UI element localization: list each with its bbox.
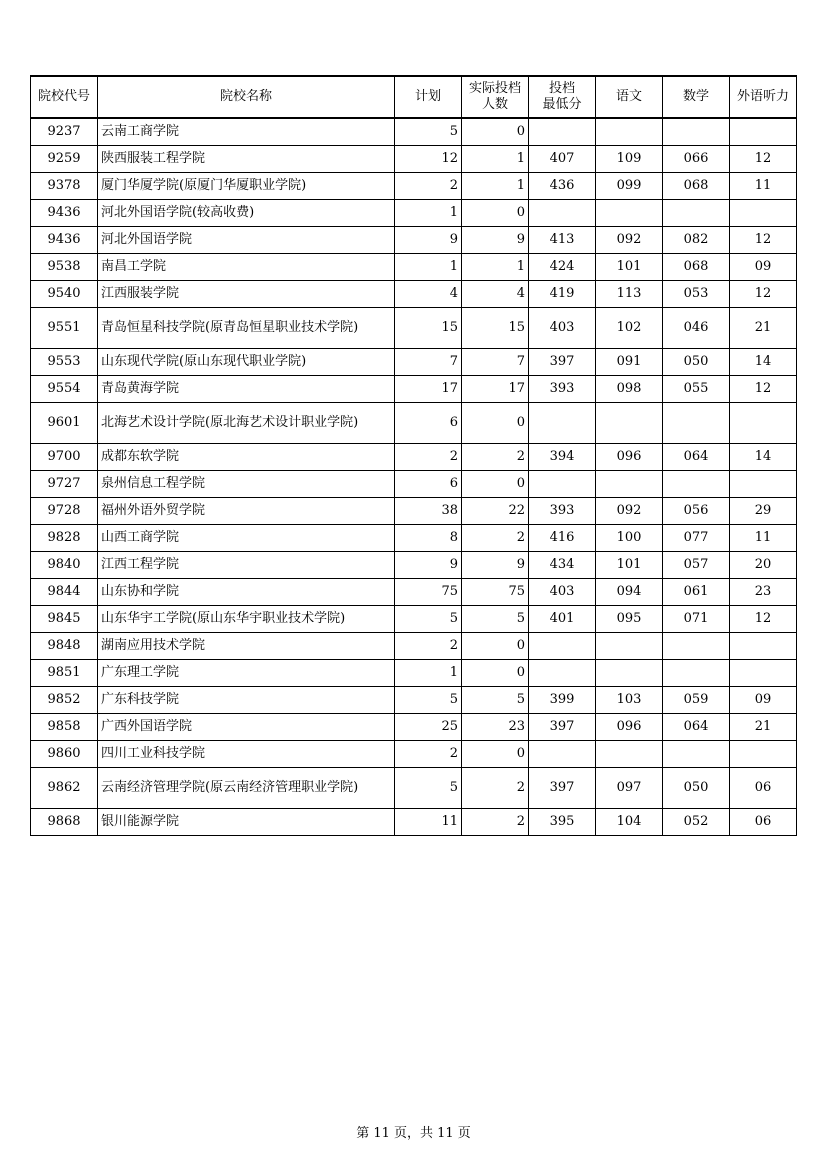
school-code-cell: 9860	[31, 740, 98, 767]
chinese-score-cell: 096	[596, 713, 663, 740]
chinese-score-cell: 113	[596, 280, 663, 307]
plan-cell: 6	[395, 470, 462, 497]
min-score-cell	[529, 740, 596, 767]
header-plan: 计划	[395, 76, 462, 118]
min-score-cell	[529, 402, 596, 443]
table-body	[31, 118, 797, 835]
listening-score-cell: 20	[730, 551, 797, 578]
actual-count-cell: 7	[462, 348, 529, 375]
actual-count-cell: 75	[462, 578, 529, 605]
table-row	[31, 307, 797, 348]
listening-score-cell: 23	[730, 578, 797, 605]
header-actual-line1: 实际投档	[468, 81, 521, 96]
min-score-cell	[529, 659, 596, 686]
table-row	[31, 226, 797, 253]
table-row	[31, 348, 797, 375]
math-score-cell: 055	[663, 375, 730, 402]
plan-cell: 5	[395, 118, 462, 145]
actual-count-cell: 5	[462, 686, 529, 713]
math-score-cell	[663, 118, 730, 145]
math-score-cell	[663, 659, 730, 686]
min-score-cell: 397	[529, 767, 596, 808]
min-score-cell: 399	[529, 686, 596, 713]
table-row	[31, 605, 797, 632]
school-name-cell: 河北外国语学院(较高收费)	[98, 199, 395, 226]
school-code-cell: 9840	[31, 551, 98, 578]
header-min-line2: 最低分	[542, 97, 582, 112]
math-score-cell: 053	[663, 280, 730, 307]
chinese-score-cell: 092	[596, 497, 663, 524]
chinese-score-cell: 098	[596, 375, 663, 402]
chinese-score-cell: 104	[596, 808, 663, 835]
school-code-cell: 9700	[31, 443, 98, 470]
actual-count-cell: 0	[462, 470, 529, 497]
school-code-cell: 9259	[31, 145, 98, 172]
plan-cell: 5	[395, 767, 462, 808]
min-score-cell: 424	[529, 253, 596, 280]
min-score-cell: 394	[529, 443, 596, 470]
math-score-cell: 068	[663, 253, 730, 280]
math-score-cell: 046	[663, 307, 730, 348]
chinese-score-cell	[596, 118, 663, 145]
table-row	[31, 767, 797, 808]
school-code-cell: 9551	[31, 307, 98, 348]
plan-cell: 2	[395, 632, 462, 659]
header-listening: 外语听力	[730, 76, 797, 118]
plan-cell: 6	[395, 402, 462, 443]
listening-score-cell: 12	[730, 280, 797, 307]
chinese-score-cell: 097	[596, 767, 663, 808]
plan-cell: 2	[395, 443, 462, 470]
listening-score-cell: 29	[730, 497, 797, 524]
actual-count-cell: 22	[462, 497, 529, 524]
school-name-cell: 河北外国语学院	[98, 226, 395, 253]
plan-cell: 9	[395, 226, 462, 253]
listening-score-cell: 12	[730, 226, 797, 253]
table-row	[31, 118, 797, 145]
school-name-cell: 泉州信息工程学院	[98, 470, 395, 497]
school-name-cell: 湖南应用技术学院	[98, 632, 395, 659]
min-score-cell: 407	[529, 145, 596, 172]
listening-score-cell	[730, 740, 797, 767]
listening-score-cell: 12	[730, 145, 797, 172]
plan-cell: 2	[395, 740, 462, 767]
listening-score-cell	[730, 199, 797, 226]
school-name-cell: 银川能源学院	[98, 808, 395, 835]
min-score-cell	[529, 632, 596, 659]
table-row	[31, 253, 797, 280]
min-score-cell: 416	[529, 524, 596, 551]
header-actual-line2: 人数	[481, 97, 508, 112]
plan-cell: 5	[395, 605, 462, 632]
listening-score-cell: 09	[730, 253, 797, 280]
school-name-cell: 四川工业科技学院	[98, 740, 395, 767]
min-score-cell: 393	[529, 497, 596, 524]
table-row	[31, 497, 797, 524]
min-score-cell: 436	[529, 172, 596, 199]
listening-score-cell	[730, 402, 797, 443]
table-row	[31, 199, 797, 226]
min-score-cell	[529, 118, 596, 145]
school-code-cell: 9845	[31, 605, 98, 632]
actual-count-cell: 1	[462, 145, 529, 172]
math-score-cell: 066	[663, 145, 730, 172]
table-row	[31, 443, 797, 470]
plan-cell: 1	[395, 253, 462, 280]
school-code-cell: 9728	[31, 497, 98, 524]
min-score-cell: 403	[529, 307, 596, 348]
listening-score-cell: 11	[730, 172, 797, 199]
header-chinese: 语文	[596, 76, 663, 118]
table-header-row	[31, 76, 797, 118]
school-name-cell: 江西服装学院	[98, 280, 395, 307]
school-name-cell: 山东协和学院	[98, 578, 395, 605]
school-name-cell: 广东科技学院	[98, 686, 395, 713]
actual-count-cell: 2	[462, 767, 529, 808]
header-actual-count	[462, 76, 529, 118]
chinese-score-cell	[596, 740, 663, 767]
header-min-line1: 投档	[548, 81, 575, 96]
chinese-score-cell: 101	[596, 551, 663, 578]
school-code-cell: 9844	[31, 578, 98, 605]
chinese-score-cell	[596, 402, 663, 443]
actual-count-cell: 0	[462, 659, 529, 686]
table-row	[31, 686, 797, 713]
min-score-cell: 434	[529, 551, 596, 578]
actual-count-cell: 4	[462, 280, 529, 307]
chinese-score-cell: 101	[596, 253, 663, 280]
math-score-cell: 064	[663, 713, 730, 740]
table-row	[31, 402, 797, 443]
min-score-cell: 403	[529, 578, 596, 605]
math-score-cell: 057	[663, 551, 730, 578]
actual-count-cell: 5	[462, 605, 529, 632]
chinese-score-cell: 102	[596, 307, 663, 348]
table-row	[31, 551, 797, 578]
school-name-cell: 南昌工学院	[98, 253, 395, 280]
school-name-cell: 厦门华厦学院(原厦门华厦职业学院)	[98, 172, 395, 199]
actual-count-cell: 0	[462, 199, 529, 226]
actual-count-cell: 17	[462, 375, 529, 402]
chinese-score-cell: 092	[596, 226, 663, 253]
math-score-cell	[663, 632, 730, 659]
table-row	[31, 280, 797, 307]
math-score-cell	[663, 199, 730, 226]
plan-cell: 8	[395, 524, 462, 551]
plan-cell: 15	[395, 307, 462, 348]
actual-count-cell: 9	[462, 226, 529, 253]
plan-cell: 2	[395, 172, 462, 199]
listening-score-cell: 21	[730, 307, 797, 348]
actual-count-cell: 15	[462, 307, 529, 348]
listening-score-cell: 14	[730, 348, 797, 375]
school-code-cell: 9601	[31, 402, 98, 443]
listening-score-cell: 21	[730, 713, 797, 740]
chinese-score-cell: 109	[596, 145, 663, 172]
chinese-score-cell: 103	[596, 686, 663, 713]
school-name-cell: 江西工程学院	[98, 551, 395, 578]
listening-score-cell: 14	[730, 443, 797, 470]
table-row	[31, 375, 797, 402]
header-math: 数学	[663, 76, 730, 118]
min-score-cell: 401	[529, 605, 596, 632]
plan-cell: 17	[395, 375, 462, 402]
header-min-score	[529, 76, 596, 118]
plan-cell: 12	[395, 145, 462, 172]
chinese-score-cell	[596, 659, 663, 686]
math-score-cell: 068	[663, 172, 730, 199]
table-row	[31, 659, 797, 686]
math-score-cell: 077	[663, 524, 730, 551]
min-score-cell: 413	[529, 226, 596, 253]
plan-cell: 7	[395, 348, 462, 375]
listening-score-cell: 12	[730, 375, 797, 402]
math-score-cell	[663, 470, 730, 497]
school-name-cell: 山东现代学院(原山东现代职业学院)	[98, 348, 395, 375]
header-school-code: 院校代号	[31, 76, 98, 118]
school-code-cell: 9540	[31, 280, 98, 307]
school-name-cell: 福州外语外贸学院	[98, 497, 395, 524]
school-code-cell: 9852	[31, 686, 98, 713]
actual-count-cell: 0	[462, 632, 529, 659]
math-score-cell: 071	[663, 605, 730, 632]
school-code-cell: 9868	[31, 808, 98, 835]
actual-count-cell: 23	[462, 713, 529, 740]
table-row	[31, 524, 797, 551]
actual-count-cell: 1	[462, 253, 529, 280]
plan-cell: 9	[395, 551, 462, 578]
listening-score-cell: 09	[730, 686, 797, 713]
admission-table	[30, 75, 797, 836]
school-code-cell: 9862	[31, 767, 98, 808]
school-code-cell: 9851	[31, 659, 98, 686]
plan-cell: 5	[395, 686, 462, 713]
math-score-cell	[663, 402, 730, 443]
listening-score-cell	[730, 632, 797, 659]
chinese-score-cell: 096	[596, 443, 663, 470]
listening-score-cell: 06	[730, 808, 797, 835]
math-score-cell	[663, 740, 730, 767]
table-row	[31, 145, 797, 172]
table-row	[31, 578, 797, 605]
school-code-cell: 9858	[31, 713, 98, 740]
actual-count-cell: 0	[462, 402, 529, 443]
plan-cell: 25	[395, 713, 462, 740]
school-code-cell: 9553	[31, 348, 98, 375]
table-row	[31, 740, 797, 767]
plan-cell: 4	[395, 280, 462, 307]
school-code-cell: 9237	[31, 118, 98, 145]
school-name-cell: 青岛黄海学院	[98, 375, 395, 402]
school-name-cell: 山东华宇工学院(原山东华宇职业技术学院)	[98, 605, 395, 632]
actual-count-cell: 1	[462, 172, 529, 199]
math-score-cell: 050	[663, 767, 730, 808]
plan-cell: 75	[395, 578, 462, 605]
table-row	[31, 713, 797, 740]
school-code-cell: 9436	[31, 226, 98, 253]
actual-count-cell: 2	[462, 808, 529, 835]
school-code-cell: 9436	[31, 199, 98, 226]
school-name-cell: 云南工商学院	[98, 118, 395, 145]
actual-count-cell: 0	[462, 118, 529, 145]
min-score-cell: 393	[529, 375, 596, 402]
actual-count-cell: 2	[462, 524, 529, 551]
chinese-score-cell	[596, 470, 663, 497]
school-code-cell: 9378	[31, 172, 98, 199]
chinese-score-cell	[596, 632, 663, 659]
school-name-cell: 山西工商学院	[98, 524, 395, 551]
listening-score-cell	[730, 118, 797, 145]
actual-count-cell: 0	[462, 740, 529, 767]
min-score-cell	[529, 470, 596, 497]
school-name-cell: 云南经济管理学院(原云南经济管理职业学院)	[98, 767, 395, 808]
school-code-cell: 9828	[31, 524, 98, 551]
math-score-cell: 064	[663, 443, 730, 470]
listening-score-cell	[730, 659, 797, 686]
math-score-cell: 082	[663, 226, 730, 253]
school-name-cell: 陕西服装工程学院	[98, 145, 395, 172]
page-footer: 第 11 页，共 11 页	[356, 1126, 471, 1141]
header-school-name: 院校名称	[98, 76, 395, 118]
school-name-cell: 广东理工学院	[98, 659, 395, 686]
plan-cell: 1	[395, 199, 462, 226]
chinese-score-cell: 095	[596, 605, 663, 632]
table-row	[31, 172, 797, 199]
math-score-cell: 052	[663, 808, 730, 835]
math-score-cell: 050	[663, 348, 730, 375]
school-code-cell: 9554	[31, 375, 98, 402]
chinese-score-cell: 094	[596, 578, 663, 605]
min-score-cell	[529, 199, 596, 226]
min-score-cell: 397	[529, 348, 596, 375]
actual-count-cell: 9	[462, 551, 529, 578]
school-code-cell: 9538	[31, 253, 98, 280]
plan-cell: 38	[395, 497, 462, 524]
plan-cell: 11	[395, 808, 462, 835]
table-row	[31, 808, 797, 835]
min-score-cell: 397	[529, 713, 596, 740]
math-score-cell: 056	[663, 497, 730, 524]
school-name-cell: 成都东软学院	[98, 443, 395, 470]
table-row	[31, 632, 797, 659]
actual-count-cell: 2	[462, 443, 529, 470]
school-code-cell: 9727	[31, 470, 98, 497]
listening-score-cell: 06	[730, 767, 797, 808]
listening-score-cell: 12	[730, 605, 797, 632]
math-score-cell: 061	[663, 578, 730, 605]
school-name-cell: 北海艺术设计学院(原北海艺术设计职业学院)	[98, 402, 395, 443]
chinese-score-cell: 091	[596, 348, 663, 375]
listening-score-cell	[730, 470, 797, 497]
min-score-cell: 395	[529, 808, 596, 835]
school-name-cell: 青岛恒星科技学院(原青岛恒星职业技术学院)	[98, 307, 395, 348]
chinese-score-cell: 099	[596, 172, 663, 199]
math-score-cell: 059	[663, 686, 730, 713]
listening-score-cell: 11	[730, 524, 797, 551]
school-name-cell: 广西外国语学院	[98, 713, 395, 740]
chinese-score-cell	[596, 199, 663, 226]
table-row	[31, 470, 797, 497]
school-code-cell: 9848	[31, 632, 98, 659]
chinese-score-cell: 100	[596, 524, 663, 551]
plan-cell: 1	[395, 659, 462, 686]
min-score-cell: 419	[529, 280, 596, 307]
